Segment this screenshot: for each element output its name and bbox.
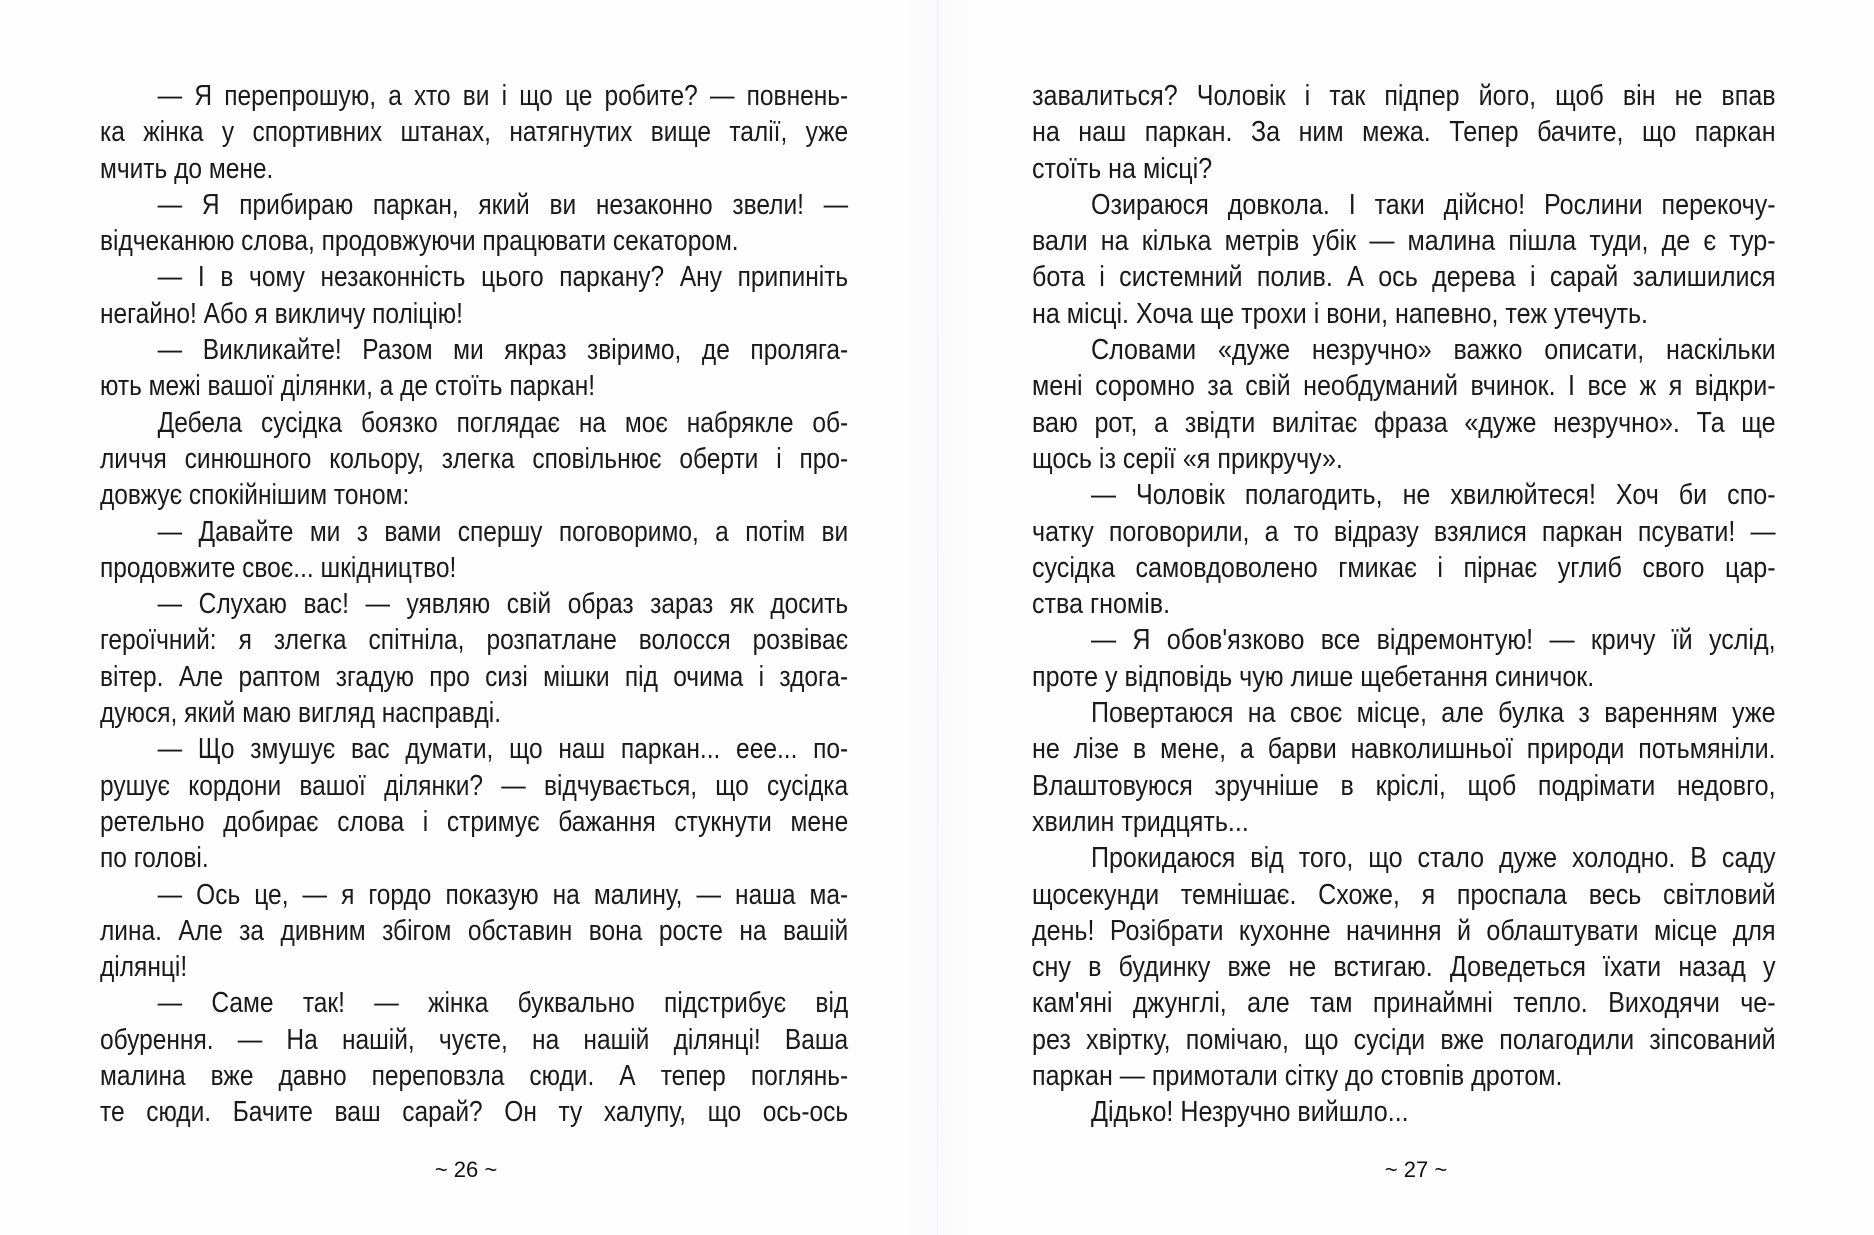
text-line: хвилин тридцять... <box>1032 805 1249 838</box>
text-line: — Я прибираю паркан, який ви незаконно звели! — <box>157 188 849 221</box>
text-line: ють межі вашої ділянки, а де стоїть паркан! <box>100 370 596 403</box>
book-gutter <box>937 0 938 1235</box>
text-line: Влаштовуюся зручніше в кріслі, щоб подрімати недовго, <box>1032 769 1776 802</box>
text-line: Повертаюся на своє місце, але булка з варенням уже <box>1090 697 1776 730</box>
text-line: Прокидаюся від того, що стало дуже холодно. В саду <box>1090 842 1776 875</box>
text-line: стоїть на місці? <box>1032 152 1213 185</box>
text-line: героїчний: я злегка спітніла, розпатлане волосся розвіває <box>100 624 849 657</box>
text-line: — І в чому незаконність цього паркану? Ану припиніть <box>157 261 849 294</box>
text-line: дуюся, який маю вигляд насправді. <box>100 697 502 730</box>
text-line: рез хвіртку, помічаю, що сусіди вже полагодили зіпсований <box>1032 1023 1776 1056</box>
text-line: — Слухаю вас! — уявляю свій образ зараз як досить <box>157 588 849 621</box>
gutter-shadow <box>900 0 980 1235</box>
text-line: на місці. Хоча ще трохи і вони, напевно, теж утечуть. <box>1032 297 1649 330</box>
text-line: сну в будинку вже не встигаю. Доведеться їхати назад у <box>1032 951 1776 984</box>
text-line: Дідько! Незручно вийшло... <box>1090 1096 1409 1129</box>
text-line: кам'яні джунглі, але там принаймні тепло. Виходячи че- <box>1032 987 1776 1020</box>
text-line: завалиться? Чоловік і так підпер його, щоб він не впав <box>1032 80 1776 112</box>
page-number-left: ~ 26 ~ <box>434 1157 498 1182</box>
text-line: — Викликайте! Разом ми якраз звіримо, де проляга- <box>157 334 849 367</box>
right-page-body <box>1032 78 1776 1131</box>
text-line: — Чоловік полагодить, не хвилюйтеся! Хоч би спо- <box>1090 479 1776 512</box>
text-line: ділянці! <box>100 951 188 984</box>
text-line: — Саме так! — жінка буквально підстрибує від <box>157 987 849 1020</box>
text-line: вітер. Але раптом згадую про сизі мішки під очима і здога- <box>100 660 849 693</box>
text-line: — Що змушує вас думати, що наш паркан... еее... по- <box>157 733 849 766</box>
text-line: лина. Але за дивним збігом обставин вона росте на вашій <box>100 914 849 947</box>
text-line: мені соромно за свій необдуманий вчинок. І все ж я відкри- <box>1032 370 1776 403</box>
text-line: відчеканюю слова, продовжуючи працювати секатором. <box>100 225 739 258</box>
text-line: не лізе в мене, а барви навколишньої природи потьмяніли. <box>1032 733 1776 766</box>
text-line: день! Розібрати кухонне начиння й облаштувати місце для <box>1032 914 1776 947</box>
text-line: обурення. — На нашій, чуєте, на нашій ділянці! Ваша <box>100 1023 849 1056</box>
text-line: — Я обов'язково все відремонтую! — кричу їй услід, <box>1090 624 1776 657</box>
text-line: мчить до мене. <box>100 152 274 185</box>
text-line: щось із серії «я прикручу». <box>1032 442 1343 475</box>
text-line: негайно! Або я викличу поліцію! <box>100 297 463 330</box>
text-line: вали на кілька метрів убік — малина пішла туди, де є тур- <box>1032 225 1776 258</box>
text-line: щосекунди темнішає. Схоже, я проспала весь світловий <box>1032 878 1776 911</box>
text-line: продовжите своє... шкідництво! <box>100 551 457 584</box>
text-line: — Давайте ми з вами спершу поговоримо, а потім ви <box>157 515 849 548</box>
text-line: бота і системний полив. А ось дерева і сарай залишилися <box>1032 261 1776 294</box>
text-line: ваю рот, а звідти вилітає фраза «дуже незручно». Та ще <box>1032 406 1776 439</box>
left-page-body <box>100 78 848 1131</box>
text-line: сусідка самовдоволено гмикає і пірнає углиб свого цар- <box>1032 551 1776 584</box>
text-line: — Я перепрошую, а хто ви і що це робите? — повнень- <box>157 80 849 112</box>
text-line: ретельно добирає слова і стримує бажання стукнути мене <box>100 805 849 838</box>
text-line: те сюди. Бачите ваш сарай? Он ту халупу, що ось-ось <box>100 1096 849 1129</box>
text-line: ства гномів. <box>1032 588 1171 621</box>
text-line: Озираюся довкола. І таки дійсно! Рослини перекочу- <box>1090 188 1776 221</box>
text-line: проте у відповідь чую лише щебетання синичок. <box>1032 660 1595 693</box>
text-line: личчя синюшного кольору, злегка сповільнює оберти і про- <box>100 442 849 475</box>
text-line: рушує кордони вашої ділянки? — відчувається, що сусідка <box>100 769 849 802</box>
text-line: Дебела сусідка боязко поглядає на моє набрякле об- <box>157 406 849 439</box>
text-line: паркан — примотали сітку до стовпів дротом. <box>1032 1060 1563 1093</box>
text-line: Словами «дуже незручно» важко описати, наскільки <box>1090 334 1776 367</box>
text-line: ка жінка у спортивних штанах, натягнутих вище талії, уже <box>100 116 849 149</box>
text-line: чатку поговорили, а то відразу взялися паркан псувати! — <box>1032 515 1776 548</box>
text-line: довжує спокійнішим тоном: <box>100 479 410 512</box>
text-line: на наш паркан. За ним межа. Тепер бачите, що паркан <box>1032 116 1776 149</box>
text-line: малина вже давно переповзла сюди. А тепер поглянь- <box>100 1060 849 1093</box>
page-number-right: ~ 27 ~ <box>1384 1157 1448 1182</box>
text-line: — Ось це, — я гордо показую на малину, — наша ма- <box>157 878 849 911</box>
text-line: по голові. <box>100 842 209 875</box>
